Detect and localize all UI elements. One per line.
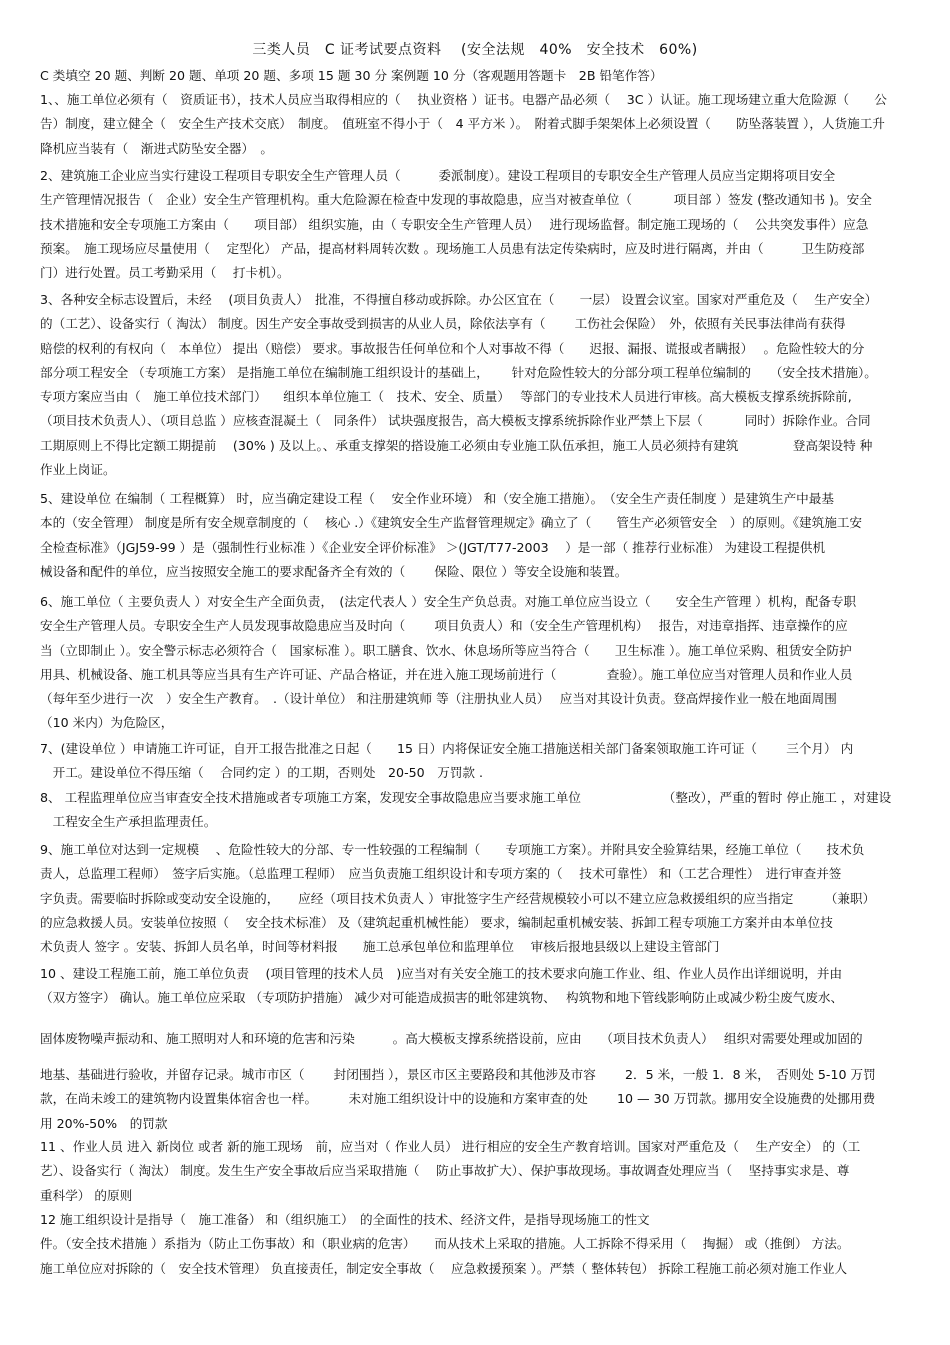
section-10-part-1 xyxy=(40,962,920,1011)
text-line: 固体废物噪声振动和、施工照明对人和环境的危害和污染 。高大模板支撑系统搭设前，应由 （项目技术负责人） 组织对需要处理或加固的 xyxy=(40,1031,863,1046)
text-line: 专项方案应当由（ 施工单位技术部门） 组织本单位施工（ 技术、安全、质量） 等部门的专业技术人员进行审核。高大模板支撑系统拆除前, xyxy=(40,389,852,405)
text-line: （10 米内）为危险区， xyxy=(40,715,174,731)
text-line: 作业上岗证。 xyxy=(40,462,116,478)
text-line: 生产管理情况报告（ 企业）安全生产管理机构。重大危险源在检查中发现的事故隐患，应当对被查单位（ 项目部 ）签发 (整改通知书 )。安全 xyxy=(40,192,872,208)
text-line: 责人，总监理工程师） 签字后实施。（总监理工程师） 应当负责施工组织设计和专项方案的（ 技术可靠性） 和（工艺合理性） 进行审查并签 xyxy=(40,866,842,882)
text-line: 当（立即制止 ）。安全警示标志必须符合（ 国家标准 ）。职工膳食、饮水、休息场所等应当符合（ 卫生标准 ）。施工单位采购、租赁安全防护 xyxy=(40,642,852,658)
section-8 xyxy=(40,786,920,835)
text-line: 本的（安全管理） 制度是所有安全规章制度的（ 核心 .）《建筑安全生产监督管理规定》确立了（ 管生产必须管安全 ）的原则。《建筑施工安 xyxy=(40,515,863,531)
text-line: 7、(建设单位 ）申请施工许可证，自开工报告批准之日起（ 15 日）内将保证安全施工措施送相关部门备案领取施工许可证（ 三个月） 内 xyxy=(40,741,854,756)
text-line: 降机应当装有（ 渐进式防坠安全器） 。 xyxy=(40,140,273,156)
section-6 xyxy=(40,590,920,736)
text-line: 预案。 施工现场应尽量使用（ 定型化） 产品，提高材料周转次数 。现场施工人员患有法定传染病时，应及时进行隔离，并由（ 卫生防疫部 xyxy=(40,240,865,256)
text-line: 的（工艺）、设备实行（ 淘汰） 制度。因生产安全事故受到损害的从业人员，除依法享有（ 工伤社会保险） 外，依照有关民事法律尚有获得 xyxy=(40,316,846,332)
section-12 xyxy=(40,1208,920,1281)
text-line: 用具、机械设备、施工机具等应当具有生产许可证、产品合格证，并在进入施工现场前进行（ 查验）。施工单位应当对管理人员和作业人员 xyxy=(40,666,853,682)
text-line: 用 20%-50% 的罚款 xyxy=(40,1115,168,1131)
section-1 xyxy=(40,88,920,161)
text-line: 3、各种安全标志设置后，未经 (项目负责人） 批准，不得擅自移动或拆除。办公区宜在（ 一层） 设置会议室。国家对严重危及（ 生产安全） xyxy=(40,292,878,307)
text-line: （每年至少进行一次 ）安全生产教育。 .（设计单位） 和注册建筑师 等（注册执业人员） 应当对其设计负责。登高焊接作业一般在地面周围 xyxy=(40,691,837,707)
text-line: 5、建设单位 在编制（ 工程概算） 时，应当确定建设工程（ 安全作业环境） 和（安全施工措施）。 （安全生产责任制度 ）是建筑生产中最基 xyxy=(40,491,834,506)
section-10-part-3 xyxy=(40,1063,920,1136)
text-line: 12 施工组织设计是指导（ 施工准备） 和（组织施工） 的全面性的技术、经济文件，是指导现场施工的性文 xyxy=(40,1212,650,1227)
section-11 xyxy=(40,1135,920,1208)
text-line: 安全生产管理人员。专职安全生产人员发现事故隐患应当及时向（ 项目负责人）和（安全生产管理机构） 报告，对违章指挥、违章操作的应 xyxy=(40,618,848,634)
text-line: 艺）、设备实行（ 淘汰） 制度。发生生产安全事故后应当采取措施（ 防止事故扩大）、保护事故现场。事故调查处理应当（ 坚持事实求是、尊 xyxy=(40,1163,850,1179)
text-line: 1、、施工单位必须有（ 资质证书），技术人员应当取得相应的（ 执业资格 ）证书。电器产品必须（ 3C ）认证。施工现场建立重大危险源（ 公 xyxy=(40,92,887,107)
text-line: 6、施工单位（ 主要负责人 ）对安全生产全面负责， (法定代表人 ）安全生产负总责。对施工单位应当设立（ 安全生产管理 ）机构，配备专职 xyxy=(40,594,857,609)
text-line: 告）制度，建立健全（ 安全生产技术交底） 制度。 值班室不得小于（ 4 平方米 ）。 附着式脚手架架体上必须设置（ 防坠落装置 ），人货施工升 xyxy=(40,116,885,132)
text-line: 重科学） 的原则 xyxy=(40,1187,133,1203)
text-line: 工程安全生产承担监理责任。 xyxy=(40,814,217,830)
section-5 xyxy=(40,487,920,584)
text-line: 字负责。需要临时拆除或变动安全设施的， 应经（项目技术负责人 ）审批签字生产经营规模较小可以不建立应急救援组织的应当指定 （兼职） xyxy=(40,890,876,906)
text-line: 技术措施和安全专项施工方案由（ 项目部） 组织实施，由（ 专职安全生产管理人员） 进行现场监督。制定施工现场的（ 公共突发事件）应急 xyxy=(40,216,869,232)
text-line: 施工单位应对拆除的（ 安全技术管理） 负直接责任，制定安全事故（ 应急救援预案 ）。严禁（ 整体转包） 拆除工程施工前必须对施工作业人 xyxy=(40,1260,848,1276)
text-line: （项目技术负责人）、（项目总监 ）应核查混凝土（ 同条件） 试块强度报告，高大模板支撑系统拆除作业严禁上下层（ 同时）拆除作业。合同 xyxy=(40,413,871,429)
text-line: 全检查标准》（JGJ59-99 ）是（强制性行业标准 ）《企业安全评价标准》 ＞(JGT/T77-2003 ）是一部（ 推荐行业标准） 为建设工程提供机 xyxy=(40,539,826,555)
section-7 xyxy=(40,737,920,786)
text-line: 工期原则上不得比定额工期提前 (30% ) 及以上。、承重支撑架的搭设施工必须由专业施工队伍承担，施工人员必须持有建筑 登高架设特 种 xyxy=(40,437,873,453)
text-line: 11 、作业人员 进入 新岗位 或者 新的施工现场 前，应当对（ 作业人员） 进行相应的安全生产教育培训。国家对严重危及（ 生产安全） 的（工 xyxy=(40,1139,861,1154)
text-line: 地基、基础进行验收，并留存记录。城市市区（ 封闭围挡 ），景区市区主要路段和其他涉及市容 2．5 米，一般 1．8 米， 否则处 5-10 万罚 xyxy=(40,1067,876,1082)
text-line: 部分项工程安全 （专项施工方案） 是指施工单位在编制施工组织设计的基础上， 针对危险性较大的分部分项工程单位编制的 （安全技术措施）。 xyxy=(40,364,877,380)
section-9 xyxy=(40,838,920,959)
text-line: 8、 工程监理单位应当审查安全技术措施或者专项施工方案，发现安全事故隐患应当要求施工单位 （整改），严重的暂时 停止施工 ，对建设 xyxy=(40,790,892,805)
section-10-part-2 xyxy=(40,1027,920,1051)
text-line: 门）进行处置。员工考勤采用（ 打卡机）。 xyxy=(40,265,290,281)
text-line: 的应急救援人员。安装单位按照（ 安全技术标准） 及（建筑起重机械性能） 要求，编制起重机械安装、拆卸工程专项施工方案并由本单位技 xyxy=(40,914,833,930)
text-line: 术负责人 签字 。安装、拆卸人员名单，时间等材料报 施工总承包单位和监理单位 审核后报地县级以上建设主管部门 xyxy=(40,939,720,955)
text-line: 械设备和配件的单位，应当按照安全施工的要求配备齐全有效的（ 保险、限位 ）等安全设施和装置。 xyxy=(40,563,628,579)
text-line: （双方签字） 确认。施工单位应采取 （专项防护措施） 减少对可能造成损害的毗邻建筑物、 构筑物和地下管线影响防止或减少粉尘废气废水、 xyxy=(40,990,844,1006)
section-3 xyxy=(40,288,920,482)
section-2 xyxy=(40,164,920,285)
document-title: 三类人员 C 证考试要点资料 (安全法规 40% 安全技术 60%) xyxy=(252,42,698,58)
text-line: 赔偿的权利的有权向（ 本单位） 提出（赔偿） 要求。事故报告任何单位和个人对事故不得（ 迟报、漏报、谎报或者瞒报） 。危险性较大的分 xyxy=(40,340,865,356)
text-line: 9、施工单位对达到一定规模 、危险性较大的分部、专一性较强的工程编制（ 专项施工方案）。并附具安全验算结果，经施工单位（ 技术负 xyxy=(40,842,865,857)
text-line: 10 、建设工程施工前，施工单位负责 (项目管理的技术人员 )应当对有关安全施工的技术要求向施工作业、组、作业人员作出详细说明，并由 xyxy=(40,966,843,981)
text-line: 开工。建设单位不得压缩（ 合同约定 ）的工期，否则处 20-50 万罚款 . xyxy=(40,765,484,781)
text-line: 款，在尚未竣工的建筑物内设置集体宿舍也一样。 未对施工组织设计中的设施和方案审查的处 10 — 30 万罚款。挪用安全设施费的处挪用费 xyxy=(40,1091,876,1107)
exam-format-line: C 类填空 20 题、判断 20 题、单项 20 题、多项 15 题 30 分 案例题 10 分（客观题用答题卡 2B 铅笔作答） xyxy=(40,68,663,83)
text-line: 2、建筑施工企业应当实行建设工程项目专职安全生产管理人员（ 委派制度）。建设工程项目的专职安全生产管理人员应当定期将项目安全 xyxy=(40,168,836,183)
text-line: 件。（安全技术措施 ）系指为（防止工伤事故）和（职业病的危害） 而从技术上采取的措施。人工拆除不得采用（ 掏掘） 或（推倒） 方法。 xyxy=(40,1236,850,1252)
